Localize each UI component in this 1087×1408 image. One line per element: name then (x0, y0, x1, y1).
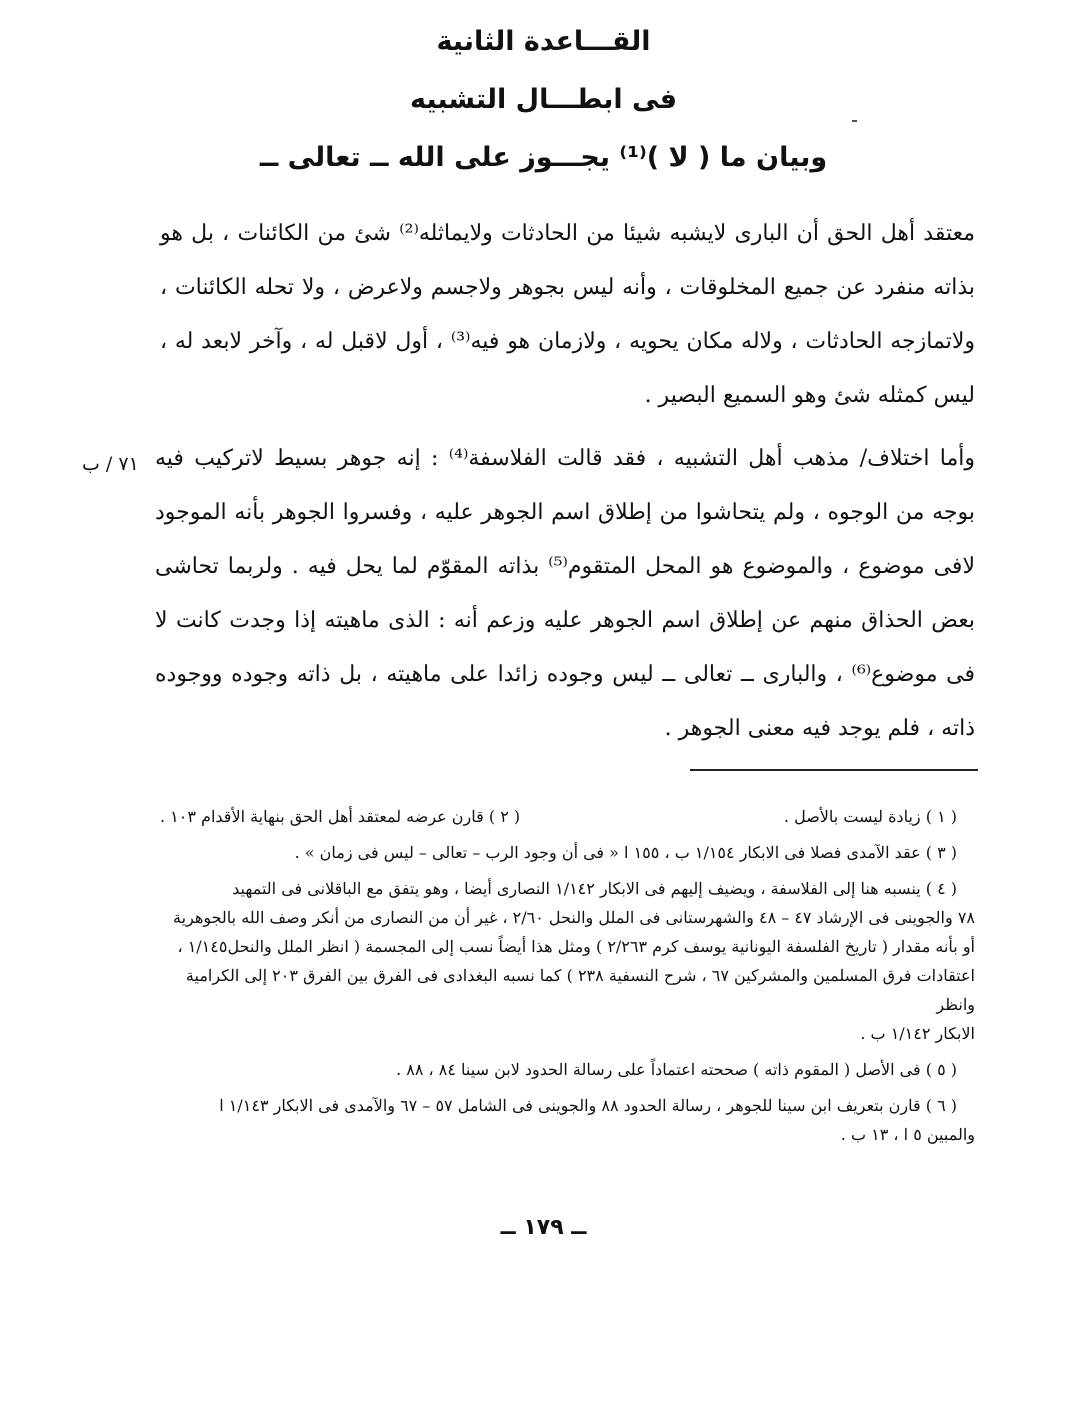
footnote-6 (160, 1091, 975, 1149)
footnote-4-line: ( ٤ ) ينسبه هنا إلى الفلاسفة ، ويضيف إليهم فى الابكار ١/١٤٢ النصارى أيضا ، وهو يتفق مع الباقلانى فى التمهيد (232, 879, 957, 898)
footnote-4-line: ٧٨ والجوينى فى الإرشاد ٤٧ – ٤٨ والشهرستانى فى الملل والنحل ٢/٦٠ ، غير أن من النصارى من أنكر وصف الله بالجوهرية (173, 908, 975, 927)
body-paragraph-2: وأما اختلاف/ مذهب أهل التشبيه ، فقد قالت الفلاسفة⁽⁴⁾ : إنه جوهر بسيط لاتركيب فيه بوجه من الوجوه ، ولم يتحاشوا من إطلاق اسم الجوهر عليه ، وفسروا الجوهر بأنه الموجود لافى موضوع ، والموضوع هو المحل المتقوم⁽⁵⁾ بذاته المقوّم لما يحل فيه . ولربما تحاشى بعض الحذاق منهم عن إطلاق اسم الجوهر عليه وزعم أنه : الذى ماهيته إذا وجدت كانت لا فى موضوع⁽⁶⁾ ، والبارى ــ تعالى ــ ليس وجوده زائدا على ماهيته ، بل ذاته وجوده ووجوده ذاته ، فلم يوجد فيه معنى الجوهر . (155, 446, 975, 741)
footnote-6-line: والمبين ٥ ا ، ١٣ ب . (840, 1125, 975, 1144)
footnote-4-line: اعتقادات فرق المسلمين والمشركين ٦٧ ، شرح النسفية ٢٣٨ ) كما نسبه البغدادى فى الفرق بين الفرق ٢٠٣ إلى الكرامية وانظر (185, 966, 975, 1014)
footnote-4-line: الابكار ١/١٤٢ ب . (860, 1024, 975, 1043)
rule-title: القـــاعدة الثانية (436, 26, 651, 57)
footnote-3: ( ٣ ) عقد الآمدى فصلا فى الابكار ١/١٥٤ ب ، ١٥٥ ا « فى أن وجود الرب – تعالى – ليس فى زمان » . (294, 843, 957, 862)
body-paragraph-1: معتقد أهل الحق أن البارى لايشبه شيئا من الحادثات ولايماثله⁽²⁾ شئ من الكائنات ، بل هو بذاته منفرد عن جميع المخلوقات ، وأنه ليس بجوهر ولاجسم ولاعرض ، ولا تحله الكائنات ، ولاتمازجه الحادثات ، ولاله مكان يحويه ، ولازمان هو فيه⁽³⁾ ، أول لاقبل له ، وآخر لابعد له ، ليس كمثله شئ وهو السميع البصير . (160, 221, 976, 408)
footnote-1: ( ١ ) زيادة ليست بالأصل . (783, 807, 957, 826)
footnotes-section (160, 802, 975, 1149)
footnote-5: ( ٥ ) فى الأصل ( المقوم ذاته ) صححته اعتماداً على رسالة الحدود لابن سينا ٨٤ ، ٨٨ . (396, 1060, 957, 1079)
footnote-6-line: ( ٦ ) قارن بتعريف ابن سينا للجوهر ، رسالة الحدود ٨٨ والجوينى فى الشامل ٥٧ – ٦٧ والآمدى فى الابكار ١/١٤٣ ا (219, 1096, 957, 1115)
footnote-separator (690, 769, 978, 771)
subject-heading: فى ابطـــال التشبيه (409, 84, 678, 115)
footnote-2: ( ٢ ) قارن عرضه لمعتقد أهل الحق بنهاية الأقدام ١٠٣ . (160, 807, 521, 826)
footnote-row-1-2 (160, 802, 975, 831)
stray-mark (852, 120, 857, 122)
subtitle-heading: وبيان ما ( لا )⁽¹⁾ يجـــوز على الله ــ تعالى ــ (259, 142, 828, 173)
footnote-4 (160, 874, 975, 1048)
page-number: ــ ١٧٩ ــ (500, 1215, 587, 1240)
manuscript-folio-note: ٧١ / ب (82, 453, 139, 475)
footnote-4-line: أو بأنه مقدار ( تاريخ الفلسفة اليونانية يوسف كرم ٢/٢٦٣ ) ومثل هذا أيضاً نسب إلى المجسمة ( انظر الملل والنحل١/١٤٥ ، (177, 937, 975, 956)
